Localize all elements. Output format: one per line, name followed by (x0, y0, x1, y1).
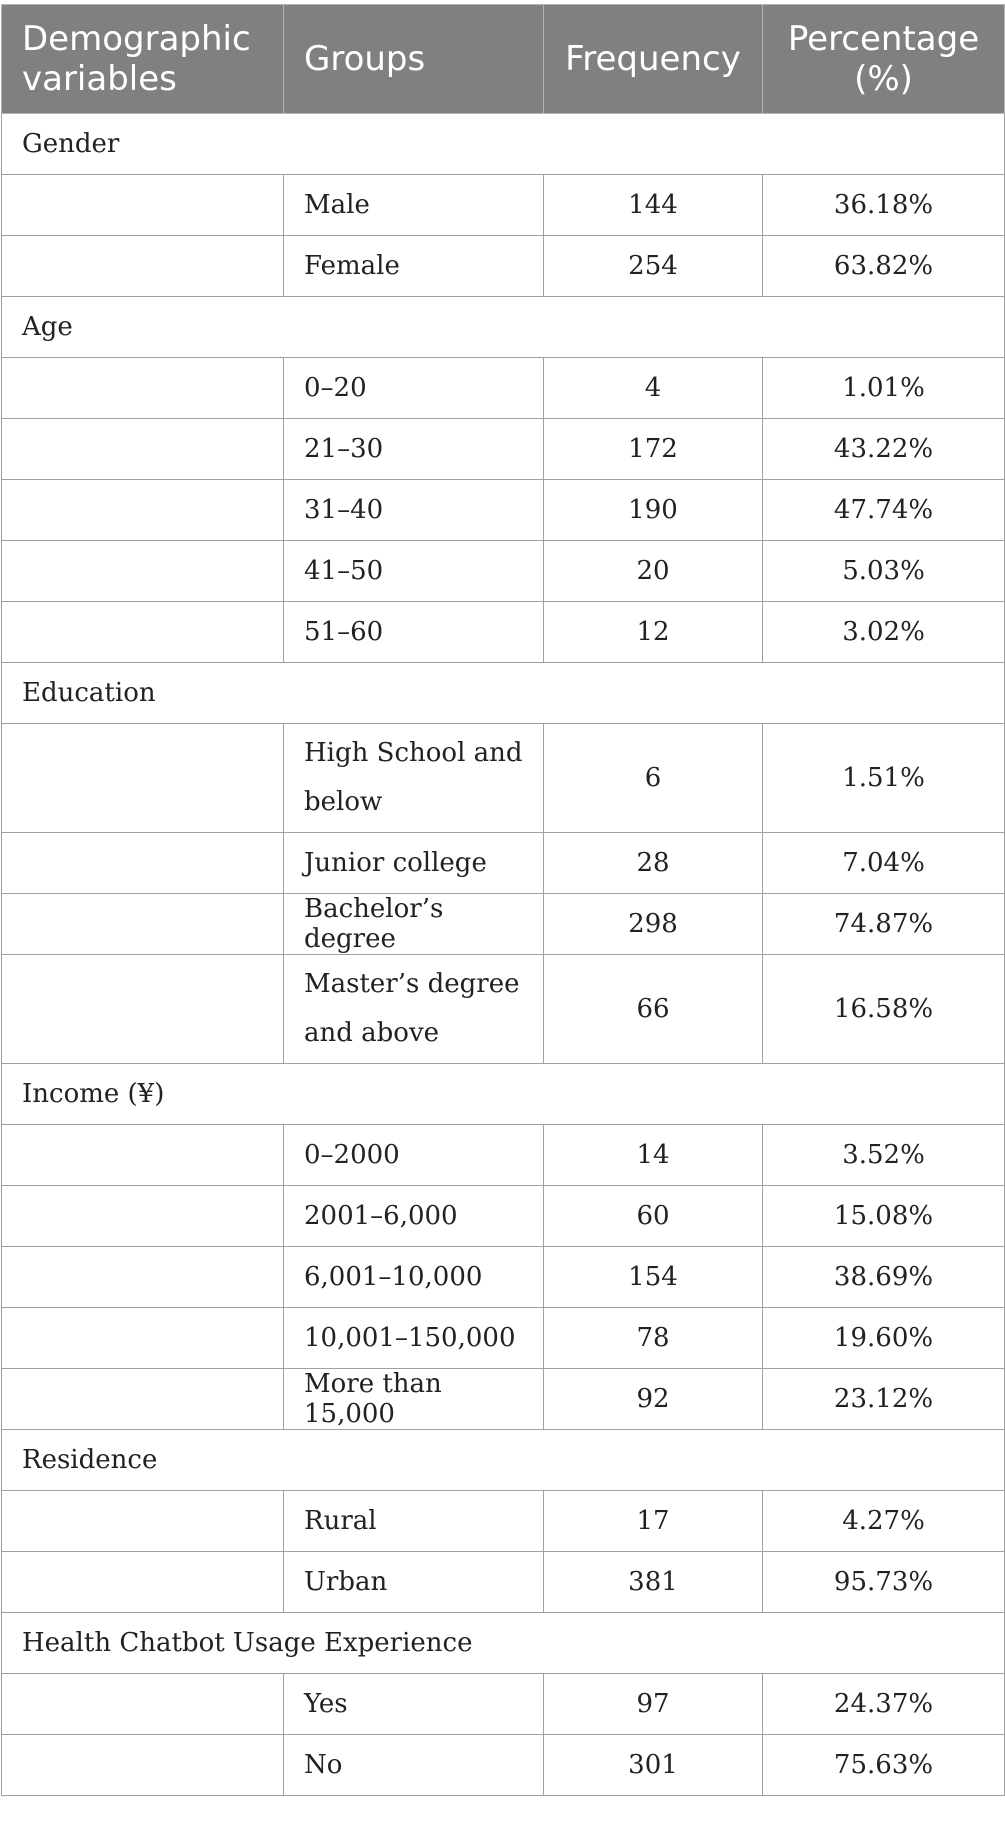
frequency-cell: 92 (544, 1369, 763, 1430)
frequency-cell: 17 (544, 1491, 763, 1552)
table-row (2, 419, 1005, 480)
frequency-cell: 20 (544, 541, 763, 602)
table-row (2, 724, 1005, 833)
empty-cell (2, 541, 284, 602)
frequency-cell: 254 (544, 236, 763, 297)
percentage-cell: 16.58% (763, 955, 1005, 1064)
group-cell: No (284, 1735, 544, 1796)
empty-cell (2, 1369, 284, 1430)
percentage-cell: 1.01% (763, 358, 1005, 419)
empty-cell (2, 724, 284, 833)
frequency-cell: 14 (544, 1125, 763, 1186)
empty-cell (2, 1247, 284, 1308)
header-variables: Demographic variables (2, 5, 284, 114)
frequency-cell: 97 (544, 1674, 763, 1735)
group-cell: 10,001–150,000 (284, 1308, 544, 1369)
frequency-cell: 66 (544, 955, 763, 1064)
percentage-cell: 36.18% (763, 175, 1005, 236)
group-cell: 0–20 (284, 358, 544, 419)
percentage-cell: 4.27% (763, 1491, 1005, 1552)
header-row (2, 5, 1005, 114)
empty-cell (2, 955, 284, 1064)
frequency-cell: 144 (544, 175, 763, 236)
percentage-cell: 74.87% (763, 894, 1005, 955)
group-cell: 41–50 (284, 541, 544, 602)
table-header (2, 5, 1005, 114)
section-row-chatbot-experience (2, 1613, 1005, 1674)
percentage-cell: 15.08% (763, 1186, 1005, 1247)
group-cell: Male (284, 175, 544, 236)
empty-cell (2, 1735, 284, 1796)
group-cell: 0–2000 (284, 1125, 544, 1186)
section-label: Gender (2, 114, 1005, 175)
frequency-cell: 298 (544, 894, 763, 955)
table-row (2, 1735, 1005, 1796)
empty-cell (2, 894, 284, 955)
table-row (2, 1125, 1005, 1186)
group-cell: 51–60 (284, 602, 544, 663)
frequency-cell: 4 (544, 358, 763, 419)
group-cell: 31–40 (284, 480, 544, 541)
empty-cell (2, 175, 284, 236)
empty-cell (2, 833, 284, 894)
group-cell: 2001–6,000 (284, 1186, 544, 1247)
table-row (2, 894, 1005, 955)
group-cell: Female (284, 236, 544, 297)
section-label: Health Chatbot Usage Experience (2, 1613, 1005, 1674)
header-groups: Groups (284, 5, 544, 114)
table-row (2, 1491, 1005, 1552)
section-label: Income (¥) (2, 1064, 1005, 1125)
percentage-cell: 95.73% (763, 1552, 1005, 1613)
group-cell: Rural (284, 1491, 544, 1552)
group-cell: Master’s degree and above (284, 955, 544, 1064)
header-frequency: Frequency (544, 5, 763, 114)
empty-cell (2, 419, 284, 480)
table-row (2, 480, 1005, 541)
empty-cell (2, 236, 284, 297)
section-label: Age (2, 297, 1005, 358)
empty-cell (2, 480, 284, 541)
demographics-table (1, 4, 1005, 1796)
section-label: Residence (2, 1430, 1005, 1491)
empty-cell (2, 358, 284, 419)
percentage-cell: 1.51% (763, 724, 1005, 833)
section-row-income (2, 1064, 1005, 1125)
table-row (2, 1552, 1005, 1613)
percentage-cell: 7.04% (763, 833, 1005, 894)
table-row (2, 358, 1005, 419)
section-row-education (2, 663, 1005, 724)
table-row (2, 1674, 1005, 1735)
frequency-cell: 60 (544, 1186, 763, 1247)
section-label: Education (2, 663, 1005, 724)
table-row (2, 1247, 1005, 1308)
section-row-residence (2, 1430, 1005, 1491)
percentage-cell: 75.63% (763, 1735, 1005, 1796)
table-row (2, 602, 1005, 663)
empty-cell (2, 1308, 284, 1369)
frequency-cell: 28 (544, 833, 763, 894)
percentage-cell: 5.03% (763, 541, 1005, 602)
header-percentage: Percentage (%) (763, 5, 1005, 114)
empty-cell (2, 602, 284, 663)
table-row (2, 833, 1005, 894)
group-cell: Bachelor’s degree (284, 894, 544, 955)
table-row (2, 175, 1005, 236)
group-cell: 6,001–10,000 (284, 1247, 544, 1308)
group-cell: Junior college (284, 833, 544, 894)
percentage-cell: 23.12% (763, 1369, 1005, 1430)
empty-cell (2, 1125, 284, 1186)
table-row (2, 1369, 1005, 1430)
percentage-cell: 3.02% (763, 602, 1005, 663)
group-cell: More than 15,000 (284, 1369, 544, 1430)
frequency-cell: 154 (544, 1247, 763, 1308)
percentage-cell: 63.82% (763, 236, 1005, 297)
section-row-age (2, 297, 1005, 358)
frequency-cell: 172 (544, 419, 763, 480)
group-cell: Urban (284, 1552, 544, 1613)
table-row (2, 955, 1005, 1064)
frequency-cell: 381 (544, 1552, 763, 1613)
percentage-cell: 38.69% (763, 1247, 1005, 1308)
percentage-cell: 47.74% (763, 480, 1005, 541)
percentage-cell: 24.37% (763, 1674, 1005, 1735)
table-row (2, 236, 1005, 297)
percentage-cell: 3.52% (763, 1125, 1005, 1186)
table-row (2, 1308, 1005, 1369)
frequency-cell: 12 (544, 602, 763, 663)
group-cell: Yes (284, 1674, 544, 1735)
percentage-cell: 43.22% (763, 419, 1005, 480)
empty-cell (2, 1186, 284, 1247)
empty-cell (2, 1552, 284, 1613)
group-cell: 21–30 (284, 419, 544, 480)
group-cell: High School and below (284, 724, 544, 833)
frequency-cell: 6 (544, 724, 763, 833)
frequency-cell: 78 (544, 1308, 763, 1369)
frequency-cell: 190 (544, 480, 763, 541)
percentage-cell: 19.60% (763, 1308, 1005, 1369)
table-row (2, 541, 1005, 602)
table-row (2, 1186, 1005, 1247)
empty-cell (2, 1674, 284, 1735)
section-row-gender (2, 114, 1005, 175)
empty-cell (2, 1491, 284, 1552)
frequency-cell: 301 (544, 1735, 763, 1796)
